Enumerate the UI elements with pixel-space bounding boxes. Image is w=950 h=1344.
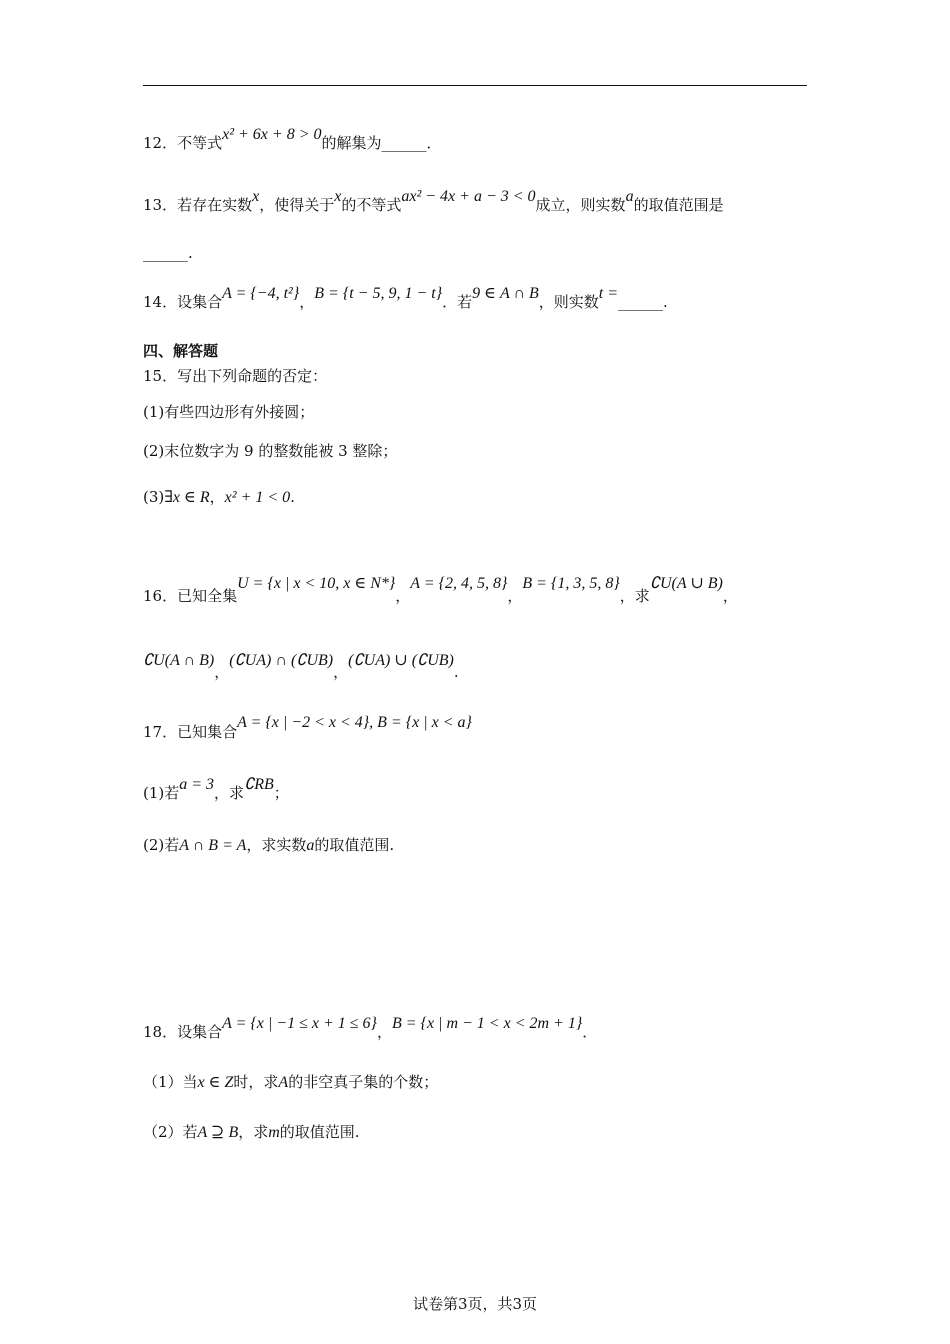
set-b: B = {1, 3, 5, 8} — [522, 575, 620, 592]
question-text: 的取值范围. — [314, 836, 395, 854]
question-17-part-1 — [143, 776, 289, 804]
punctuation: . — [290, 488, 295, 506]
question-number: 16． — [143, 587, 178, 605]
math-expression: x ∈ Z — [197, 1074, 234, 1091]
set-b: B = {t − 5, 9, 1 − t} — [314, 285, 443, 302]
part-label: （2）若 — [143, 1123, 198, 1141]
math-variable: a — [306, 837, 315, 854]
part-label: (2)若 — [143, 836, 180, 854]
question-text: 设集合 — [177, 1023, 223, 1041]
question-16-continued — [143, 650, 459, 681]
math-expression: 9 ∈ A ∩ B — [472, 285, 539, 302]
question-number: 14． — [143, 293, 178, 311]
punctuation: ， — [722, 587, 738, 605]
question-12 — [143, 126, 442, 154]
question-14 — [143, 285, 668, 313]
punctuation: ， — [214, 663, 230, 681]
answer-blank: ______ — [618, 293, 664, 311]
math-expression: ∁U(A ∪ B) — [649, 575, 723, 592]
math-variable: x — [252, 188, 260, 205]
question-text: 成立，则实数 — [535, 196, 626, 214]
punctuation: ， — [209, 488, 225, 506]
math-expression: A = {x | −2 < x < 4}, B = {x | x < a} — [237, 714, 472, 731]
universal-set: U = {x | x < 10, x ∈ N*} — [237, 575, 396, 592]
question-text: ，使得关于 — [259, 196, 335, 214]
question-text: 的取值范围是 — [633, 196, 724, 214]
question-text: 的非空真子集的个数； — [288, 1073, 439, 1091]
math-expression: (∁UA) ∩ (∁UB) — [229, 652, 334, 669]
question-text: 的解集为 — [321, 134, 382, 152]
question-15-part-3 — [143, 487, 295, 508]
question-15-part-1: (1)有些四边形有外接圆； — [143, 403, 315, 421]
part-label: （1）当 — [143, 1073, 198, 1091]
math-expression: ∃x ∈ R — [164, 489, 210, 506]
question-15 — [143, 366, 327, 386]
math-expression: (∁UA) ∪ (∁UB) — [348, 652, 454, 669]
question-number: 13． — [143, 196, 178, 214]
punctuation: ， — [376, 1023, 392, 1041]
math-expression: A ∩ B = A — [179, 837, 247, 854]
punctuation: ． — [582, 1023, 598, 1041]
punctuation: ， — [395, 587, 411, 605]
punctuation: ， — [333, 663, 349, 681]
math-expression: a = 3 — [179, 776, 215, 793]
question-text: 写出下列命题的否定： — [177, 367, 328, 385]
section-heading: 四、解答题 — [143, 342, 219, 360]
question-number: 17． — [143, 723, 178, 741]
part-label: (1)若 — [143, 784, 180, 802]
question-text: 的取值范围. — [279, 1123, 360, 1141]
question-text: 若存在实数 — [177, 196, 253, 214]
question-13-answer — [143, 243, 193, 263]
math-expression: ax² − 4x + a − 3 < 0 — [401, 188, 536, 205]
question-text: 已知全集 — [177, 587, 238, 605]
punctuation: . — [453, 663, 459, 681]
question-text: 设集合 — [177, 293, 223, 311]
math-expression: A ⊇ B — [197, 1124, 239, 1141]
question-number: 18． — [143, 1023, 178, 1041]
set-a: A = {2, 4, 5, 8} — [410, 575, 508, 592]
question-13 — [143, 188, 724, 216]
math-variable: t = — [598, 285, 619, 302]
math-expression: x² + 1 < 0 — [224, 489, 291, 506]
question-text: 不等式 — [177, 134, 223, 152]
math-expression: ∁RB — [244, 776, 274, 793]
math-expression: ∁U(A ∩ B) — [143, 652, 215, 669]
set-a: A = {−4, t²} — [222, 285, 300, 302]
answer-blank: ______ — [381, 134, 427, 152]
question-18 — [143, 1015, 598, 1043]
question-text: ．若 — [442, 293, 473, 311]
math-variable: a — [625, 188, 634, 205]
question-16 — [143, 575, 738, 607]
question-text: 时，求 — [233, 1073, 279, 1091]
question-18-part-1 — [143, 1072, 438, 1093]
punctuation: ； — [273, 784, 289, 802]
question-17-part-2 — [143, 835, 394, 856]
question-17 — [143, 714, 472, 743]
question-text: ，求 — [238, 1123, 269, 1141]
question-number: 12． — [143, 134, 178, 152]
set-a: A = {x | −1 ≤ x + 1 ≤ 6} — [222, 1015, 377, 1032]
punctuation: ， — [507, 587, 523, 605]
math-variable: x — [334, 188, 342, 205]
punctuation: ， — [299, 293, 315, 311]
question-text: ，求 — [619, 587, 650, 605]
punctuation: . — [188, 244, 193, 262]
set-b: B = {x | m − 1 < x < 2m + 1} — [391, 1015, 583, 1032]
punctuation: ． — [426, 134, 442, 152]
question-text: ，求实数 — [246, 836, 307, 854]
question-text: 已知集合 — [177, 723, 238, 741]
question-text: ，求 — [214, 784, 245, 802]
math-expression: x² + 6x + 8 > 0 — [222, 126, 322, 143]
question-18-part-2 — [143, 1122, 360, 1143]
part-label: (3) — [143, 488, 165, 506]
math-variable: m — [268, 1124, 280, 1141]
punctuation: . — [663, 293, 668, 311]
page-footer: 试卷第3页，共3页 — [412, 1295, 538, 1313]
question-text: ，则实数 — [538, 293, 599, 311]
answer-blank: ______ — [143, 244, 188, 262]
question-text: 的不等式 — [341, 196, 402, 214]
question-number: 15． — [143, 367, 178, 385]
question-15-part-2: (2)末位数字为 9 的整数能被 3 整除； — [143, 442, 398, 460]
math-variable: A — [278, 1074, 289, 1091]
header-rule — [143, 85, 807, 86]
